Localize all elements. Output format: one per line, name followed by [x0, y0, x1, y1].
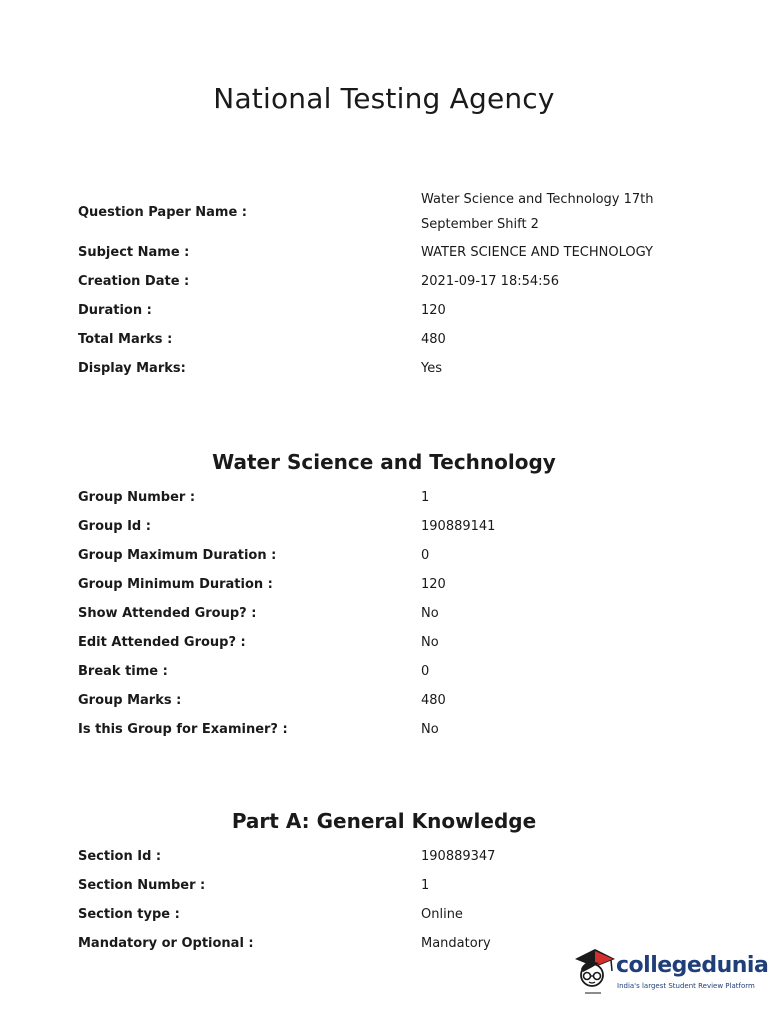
field-label: Edit Attended Group? :	[78, 635, 246, 650]
field-value: 190889347	[421, 849, 496, 864]
field-label: Section Id :	[78, 849, 162, 864]
table-row	[78, 541, 718, 570]
table-row	[78, 715, 718, 744]
group-info-table	[78, 483, 718, 744]
field-label: Mandatory or Optional :	[78, 936, 254, 951]
table-row	[78, 512, 718, 541]
table-row	[78, 686, 718, 715]
page-title: National Testing Agency	[213, 82, 555, 115]
field-value: No	[421, 722, 439, 737]
field-value: 120	[421, 577, 446, 592]
field-label: Group Number :	[78, 490, 196, 505]
field-value: 1	[421, 878, 430, 893]
field-value: 190889141	[421, 519, 496, 534]
field-value: 480	[421, 693, 446, 708]
table-row	[78, 657, 718, 686]
field-value: No	[421, 635, 439, 650]
table-row	[78, 842, 718, 871]
field-value: 0	[421, 548, 430, 563]
field-value: 0	[421, 664, 430, 679]
field-value: Water Science and Technology 17th September Shift 2	[421, 192, 654, 232]
field-value: No	[421, 606, 439, 621]
field-label: Group Id :	[78, 519, 151, 534]
field-label: Duration :	[78, 303, 152, 318]
logo-name: collegedunia	[616, 953, 768, 978]
field-label: Display Marks:	[78, 361, 186, 376]
group-heading: Water Science and Technology	[212, 450, 556, 474]
field-value: 120	[421, 303, 446, 318]
collegedunia-logo	[571, 945, 768, 997]
field-value: Mandatory	[421, 936, 491, 951]
table-row	[78, 570, 718, 599]
field-value: Yes	[421, 361, 442, 376]
field-value: 1	[421, 490, 430, 505]
field-label: Question Paper Name :	[78, 204, 247, 220]
field-value: Online	[421, 907, 463, 922]
field-value: 2021-09-17 18:54:56	[421, 274, 560, 289]
logo-tagline: India's largest Student Review Platform	[617, 982, 755, 990]
field-label: Show Attended Group? :	[78, 606, 257, 621]
table-row	[78, 628, 718, 657]
paper-info-table	[78, 186, 718, 383]
table-row	[78, 267, 718, 296]
field-value: 480	[421, 332, 446, 347]
table-row	[78, 483, 718, 512]
field-label: Group Marks :	[78, 693, 182, 708]
field-label: Break time :	[78, 664, 168, 679]
field-label: Section Number :	[78, 878, 206, 893]
table-row	[78, 296, 718, 325]
field-label: Total Marks :	[78, 332, 173, 347]
table-row	[78, 871, 718, 900]
table-row	[78, 325, 718, 354]
mascot-icon	[571, 945, 617, 997]
table-row	[78, 238, 718, 267]
field-value: WATER SCIENCE AND TECHNOLOGY	[421, 245, 653, 260]
field-label: Creation Date :	[78, 274, 190, 289]
table-row	[78, 186, 718, 238]
field-label: Section type :	[78, 907, 180, 922]
field-label: Group Minimum Duration :	[78, 577, 273, 592]
table-row	[78, 354, 718, 383]
field-label: Group Maximum Duration :	[78, 548, 277, 563]
table-row	[78, 900, 718, 929]
table-row	[78, 599, 718, 628]
section-heading: Part A: General Knowledge	[231, 809, 537, 833]
field-label: Subject Name :	[78, 245, 190, 260]
field-label: Is this Group for Examiner? :	[78, 722, 288, 737]
section-info-table	[78, 842, 718, 958]
